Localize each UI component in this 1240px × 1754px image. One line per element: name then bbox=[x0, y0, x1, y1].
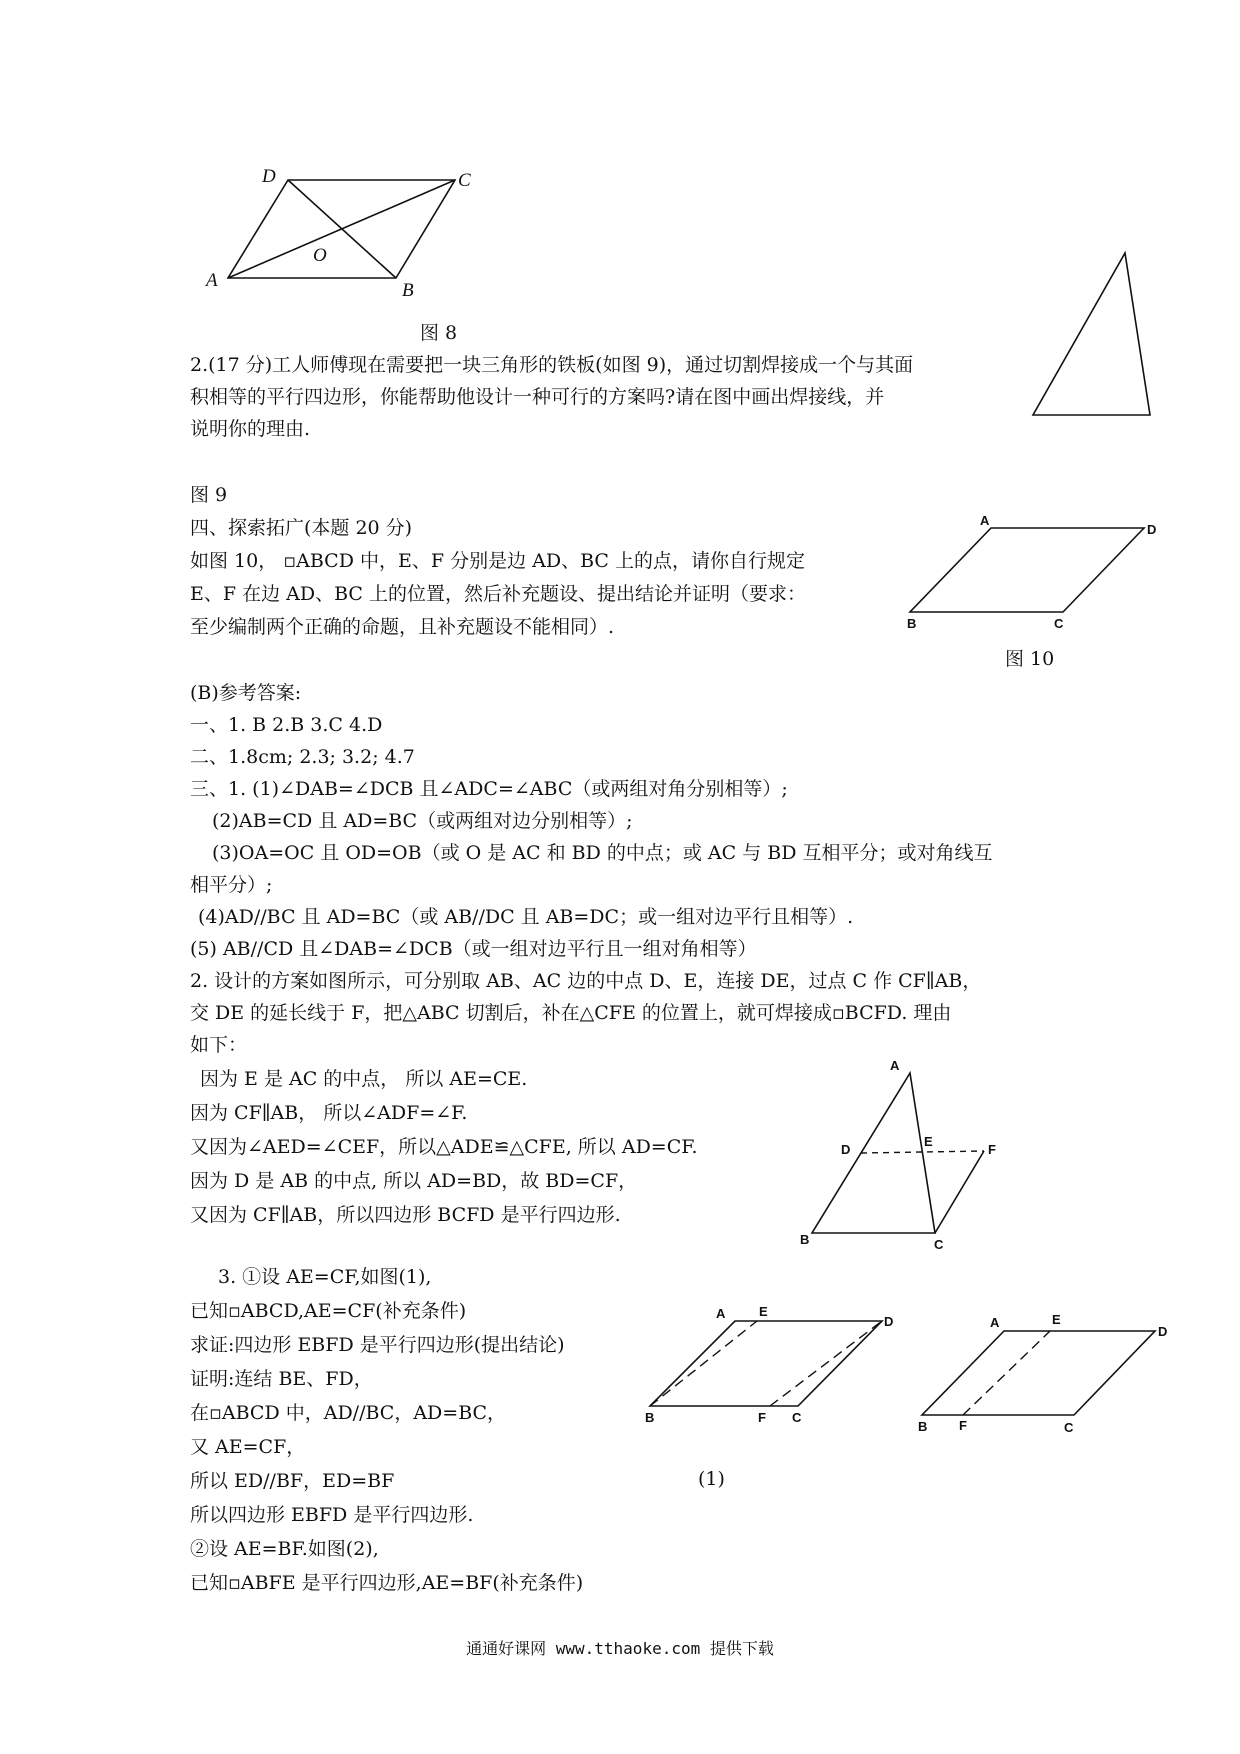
answers-part-3-line-1: 三、1. (1)∠DAB=∠DCB 且∠ADC=∠ABC（或两组对角分别相等）; bbox=[190, 778, 788, 800]
answers-q3-line-2: 已知▫ABCD,AE=CF(补充条件) bbox=[190, 1300, 467, 1322]
fig10-label-a: A bbox=[980, 513, 990, 528]
problem-2-line-3: 说明你的理由. bbox=[190, 418, 311, 440]
fig8-label-c: C bbox=[458, 170, 471, 191]
problem-2-line-1: 2.(17 分)工人师傅现在需要把一块三角形的铁板(如图 9)，通过切割焊接成一个与其面 bbox=[190, 354, 914, 376]
section-4-line-2: E、F 在边 AD、BC 上的位置，然后补充题设、提出结论并证明（要求： bbox=[190, 583, 806, 605]
ans3a-label-e: E bbox=[759, 1304, 768, 1319]
ans2-label-b: B bbox=[800, 1232, 810, 1247]
answers-part-3-line-3: (3)OA=OC 且 OD=OB（或 O 是 AC 和 BD 的中点；或 AC 与 BD 互相平分；或对角线互 bbox=[212, 842, 993, 864]
answers-part-1: 一、1. B 2.B 3.C 4.D bbox=[190, 714, 383, 736]
fig8-label-o: O bbox=[313, 245, 327, 266]
section-4-heading: 四、探索拓广(本题 20 分) bbox=[190, 517, 413, 539]
ans3b-label-f: F bbox=[959, 1418, 967, 1433]
ans3a-label-c: C bbox=[792, 1410, 802, 1425]
answers-q3-line-10: 已知▫ABFE 是平行四边形,AE=BF(补充条件) bbox=[190, 1572, 584, 1594]
figure-8-caption: 图 8 bbox=[420, 322, 458, 344]
answers-q3-line-6: 又 AE=CF， bbox=[190, 1436, 306, 1458]
ans3b-label-e: E bbox=[1052, 1312, 1061, 1327]
answers-q3-line-3: 求证:四边形 EBFD 是平行四边形(提出结论) bbox=[190, 1334, 565, 1356]
answers-part-3-line-4: 相平分）; bbox=[190, 874, 273, 896]
ans3b-label-a: A bbox=[990, 1315, 1000, 1330]
ans3b-label-b: B bbox=[918, 1419, 928, 1434]
ans3b-label-c: C bbox=[1064, 1420, 1074, 1435]
fig10-label-d: D bbox=[1147, 522, 1157, 537]
page-footer: 通通好课网 www.tthaoke.com 提供下载 bbox=[466, 1639, 774, 1658]
answer-3-figure-1-caption: (1) bbox=[698, 1468, 725, 1490]
answers-part-3-line-5: (4)AD//BC 且 AD=BC（或 AB//DC 且 AB=DC；或一组对边平行且相等）. bbox=[198, 906, 854, 928]
section-4-line-3: 至少编制两个正确的命题，且补充题设不能相同）. bbox=[190, 616, 615, 638]
answers-q2-reason-3: 又因为∠AED=∠CEF，所以△ADE≌△CFE, 所以 AD=CF. bbox=[190, 1136, 698, 1158]
answers-q3-line-8: 所以四边形 EBFD 是平行四边形. bbox=[190, 1504, 474, 1526]
answers-part-3-line-6: (5) AB//CD 且∠DAB=∠DCB（或一组对边平行且一组对角相等） bbox=[190, 938, 757, 960]
ans2-label-a: A bbox=[890, 1058, 900, 1073]
answers-q3-line-7: 所以 ED//BF，ED=BF bbox=[190, 1470, 395, 1492]
answers-q3-line-9: ②设 AE=BF.如图(2), bbox=[190, 1538, 379, 1560]
section-4-line-1: 如图 10， ▫ABCD 中，E、F 分别是边 AD、BC 上的点，请你自行规定 bbox=[190, 550, 805, 572]
ans2-label-f: F bbox=[988, 1142, 996, 1157]
answers-q2-line-1: 2. 设计的方案如图所示，可分别取 AB、AC 边的中点 D、E，连接 DE，过点 C 作 CF∥AB， bbox=[190, 970, 982, 992]
ans2-label-e: E bbox=[924, 1134, 933, 1149]
ans3a-label-a: A bbox=[716, 1306, 726, 1321]
fig8-label-d: D bbox=[262, 166, 276, 187]
fig8-label-b: B bbox=[402, 280, 414, 301]
fig8-label-a: A bbox=[206, 270, 218, 291]
answers-heading: (B)参考答案: bbox=[190, 682, 302, 704]
answers-part-2: 二、1.8cm; 2.3; 3.2; 4.7 bbox=[190, 746, 415, 768]
answers-q2-reason-4: 因为 D 是 AB 的中点, 所以 AD=BD，故 BD=CF， bbox=[190, 1170, 638, 1192]
answers-q2-reason-2: 因为 CF∥AB， 所以∠ADF=∠F. bbox=[190, 1102, 468, 1124]
fig10-label-c: C bbox=[1054, 616, 1064, 631]
answers-q2-line-3: 如下： bbox=[190, 1034, 248, 1056]
figure-10-caption: 图 10 bbox=[1005, 648, 1055, 670]
ans3a-label-f: F bbox=[758, 1410, 766, 1425]
ans3b-label-d: D bbox=[1158, 1324, 1168, 1339]
answers-part-3-line-2: (2)AB=CD 且 AD=BC（或两组对边分别相等）; bbox=[212, 810, 633, 832]
answers-q3-line-5: 在▫ABCD 中，AD//BC，AD=BC， bbox=[190, 1402, 507, 1424]
ans3a-label-b: B bbox=[645, 1410, 655, 1425]
answers-q2-line-2: 交 DE 的延长线于 F，把△ABC 切割后，补在△CFE 的位置上，就可焊接成▫BCFD. 理由 bbox=[190, 1002, 952, 1024]
figure-9-caption: 图 9 bbox=[190, 484, 228, 506]
ans3a-label-d: D bbox=[884, 1314, 894, 1329]
ans2-label-d: D bbox=[841, 1142, 851, 1157]
ans2-label-c: C bbox=[934, 1237, 944, 1252]
answers-q3-line-1: 3. ①设 AE=CF,如图(1), bbox=[218, 1266, 432, 1288]
answers-q3-line-4: 证明:连结 BE、FD， bbox=[190, 1368, 373, 1390]
problem-2-line-2: 积相等的平行四边形，你能帮助他设计一种可行的方案吗?请在图中画出焊接线，并 bbox=[190, 386, 885, 408]
answers-q2-reason-5: 又因为 CF∥AB，所以四边形 BCFD 是平行四边形. bbox=[190, 1204, 621, 1226]
answers-q2-reason-1: 因为 E 是 AC 的中点， 所以 AE=CE. bbox=[200, 1068, 528, 1090]
fig10-label-b: B bbox=[907, 616, 917, 631]
